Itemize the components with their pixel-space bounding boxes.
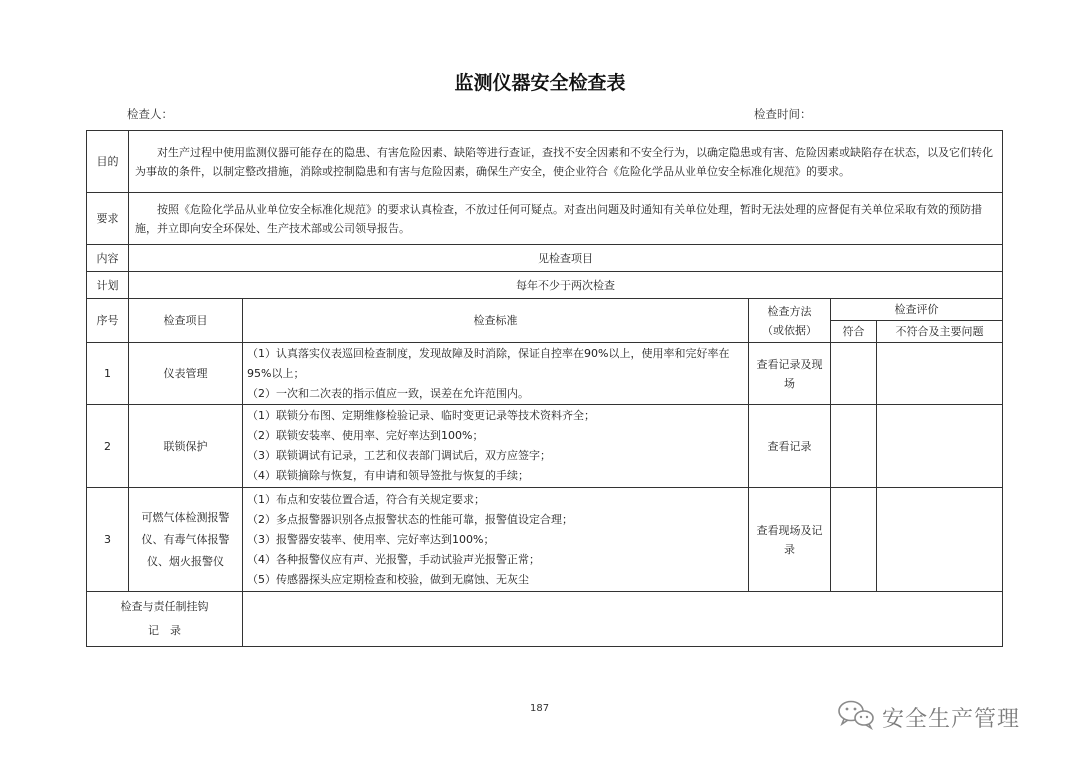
- standard-line: （3）报警器安装率、使用率、完好率达到100%；: [247, 532, 495, 546]
- requirement-row: [87, 193, 1003, 245]
- conform-cell: [831, 343, 877, 405]
- header-conform: 符合: [831, 321, 877, 343]
- requirement-text: 按照《危险化学品从业单位安全标准化规范》的要求认真检查，不放过任何可疑点。对查出问题及时通知有关单位处理，暂时无法处理的应督促有关单位采取有效的预防措施，并立即向安全环保处、生产技术部或公司领导报告。: [129, 193, 1003, 245]
- nonconform-cell: [877, 343, 1003, 405]
- header-item: 检查项目: [129, 299, 243, 343]
- purpose-label: 目的: [87, 131, 129, 193]
- table-row: [87, 488, 1003, 592]
- watermark-text: 安全生产管理: [882, 706, 1021, 732]
- item-no: 2: [87, 405, 129, 488]
- purpose-row: [87, 131, 1003, 193]
- standard-line: （2）一次和二次表的指示值应一致，误差在允许范围内。: [247, 386, 529, 400]
- responsibility-record-cell: [243, 592, 1003, 647]
- standard-line: （3）联锁调试有记录，工艺和仪表部门调试后，双方应签字；: [247, 449, 551, 462]
- responsibility-label-line1: 检查与责任制挂钩: [120, 600, 209, 613]
- item-standards: [243, 343, 749, 405]
- watermark: [836, 698, 1020, 736]
- header-nonconform: 不符合及主要问题: [877, 321, 1003, 343]
- plan-text: 每年不少于两次检查: [129, 272, 1003, 299]
- conform-cell: [831, 405, 877, 488]
- responsibility-row: [87, 592, 1003, 647]
- item-method: 查看记录: [749, 405, 831, 488]
- page-title: 监测仪器安全检查表: [454, 72, 626, 94]
- standard-line: （4）联锁摘除与恢复，有申请和领导签批与恢复的手续；: [247, 469, 529, 482]
- item-name: 可燃气体检测报警仪、有毒气体报警仪、烟火报警仪: [129, 488, 243, 592]
- item-name: 仪表管理: [129, 343, 243, 405]
- inspection-time-label: 检查时间：: [754, 107, 812, 121]
- content-row: [87, 245, 1003, 272]
- item-name: 联锁保护: [129, 405, 243, 488]
- item-standards: [243, 488, 749, 592]
- nonconform-cell: [877, 488, 1003, 592]
- item-method: 查看现场及记录: [749, 488, 831, 592]
- header-method-line1: 检查方法: [767, 304, 812, 318]
- standard-line: （1）认真落实仪表巡回检查制度，发现故障及时消除，保证自控率在90%以上，使用率和完好率在95%以上；: [247, 346, 730, 380]
- header-standard: 检查标准: [243, 299, 749, 343]
- item-method: 查看记录及现场: [749, 343, 831, 405]
- standard-line: （5）传感器探头应定期检查和校验，做到无腐蚀、无灰尘: [247, 572, 529, 586]
- standard-line: （2）多点报警器识别各点报警状态的性能可靠，报警值设定合理；: [247, 512, 573, 526]
- nonconform-cell: [877, 405, 1003, 488]
- item-no: 3: [87, 488, 129, 592]
- header-evaluation: 检查评价: [831, 299, 1003, 321]
- inspector-label: 检查人：: [127, 107, 173, 121]
- table-row: [87, 405, 1003, 488]
- page-number: 187: [530, 703, 550, 714]
- conform-cell: [831, 488, 877, 592]
- header-no: 序号: [87, 299, 129, 343]
- wechat-icon: [836, 698, 882, 736]
- responsibility-label: [87, 592, 243, 647]
- header-row: [87, 299, 1003, 321]
- purpose-text: 对生产过程中使用监测仪器可能存在的隐患、有害危险因素、缺陷等进行查证，查找不安全因素和不安全行为，以确定隐患或有害、危险因素或缺陷存在状态，以及它们转化为事故的条件，以制定整改措施，消除或控制隐患和有害与危险因素，确保生产安全，使企业符合《危险化学品从业单位安全标准化规范》的要求。: [129, 131, 1003, 193]
- header-method: [749, 299, 831, 343]
- responsibility-label-line2: 记 录: [148, 624, 181, 637]
- inspection-table: [86, 130, 1003, 647]
- header-method-line2: （或依据）: [762, 323, 817, 337]
- standard-line: （2）联锁安装率、使用率、完好率达到100%；: [247, 429, 484, 442]
- content-label: 内容: [87, 245, 129, 272]
- requirement-label: 要求: [87, 193, 129, 245]
- content-text: 见检查项目: [129, 245, 1003, 272]
- standard-line: （4）各种报警仪应有声、光报警，手动试验声光报警正常；: [247, 552, 540, 566]
- standard-line: （1）布点和安装位置合适，符合有关规定要求；: [247, 492, 485, 506]
- item-standards: [243, 405, 749, 488]
- standard-line: （1）联锁分布图、定期维修检验记录、临时变更记录等技术资料齐全；: [247, 409, 595, 422]
- plan-label: 计划: [87, 272, 129, 299]
- table-row: [87, 343, 1003, 405]
- item-no: 1: [87, 343, 129, 405]
- plan-row: [87, 272, 1003, 299]
